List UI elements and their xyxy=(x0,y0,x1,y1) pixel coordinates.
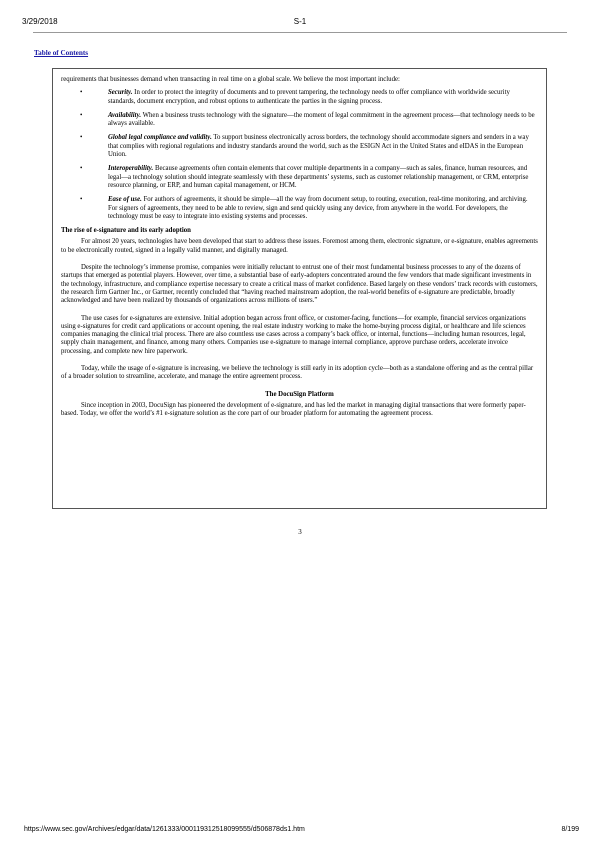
header-divider xyxy=(33,32,567,33)
bullet-icon: • xyxy=(80,165,83,173)
platform-heading: The DocuSign Platform xyxy=(265,390,334,398)
bullet-term: Security. xyxy=(108,89,133,97)
bullet-icon: • xyxy=(80,134,83,142)
list-item xyxy=(61,196,538,221)
platform-paragraph: Since inception in 2003, DocuSign has pioneered the development of e-signature, and has led the market in managing digital transactions that were formerly paper-based. Today, we offer the world’s #1 e-signature solution as the core part of our broader platform for automating the agreement process. xyxy=(61,401,526,418)
print-date: 3/29/2018 xyxy=(22,17,58,26)
paragraph: The use cases for e-signatures are extensive. Initial adoption began across front office, or customer-facing, functions—for example, financial services organizations using e-signatures for credit card applications or account opening, the real estate industry working to make the home-buying process digital, or healthcare and life sciences companies managing the clinical trial process. There are also countless use cases across a company’s back office, or internal, functions—including human resources, legal, supply chain management, and finance, among many others. Companies use e-signature to manage internal compliance, approve purchase orders, accelerate invoice processing, and complete new hire paperwork. xyxy=(61,314,526,355)
page-number: 3 xyxy=(298,528,302,536)
intro-text: requirements that businesses demand when transacting in real time on a global scale. We believe the most important include: xyxy=(61,76,400,83)
paragraph: For almost 20 years, technologies have been developed that start to address these issues. Foremost among them, electronic signature, or e-signature, enables agreements to be electronically routed, signed in a legally valid manner, and digitally managed. xyxy=(61,238,538,254)
bullet-icon: • xyxy=(80,196,83,204)
list-item xyxy=(61,165,538,190)
table-of-contents-link[interactable]: Table of Contents xyxy=(34,49,89,57)
bullet-term: Ease of use. xyxy=(108,196,142,204)
print-title: S-1 xyxy=(293,17,307,26)
content-box xyxy=(52,68,547,509)
bullet-term: Interoperability. xyxy=(108,165,154,173)
print-header xyxy=(0,0,600,30)
print-page-count: 8/199 xyxy=(561,826,579,833)
paragraph: Despite the technology’s immense promise, companies were initially reluctant to entrust one of their most fundamental business processes to any of the dozens of startups that emerged as potential players. However, over time, a substantial base of early-adopters concentrated around the few vendors that made significant investments in the technology, infrastructure, and compliance expertise necessary to create a critical mass of market confidence. Based largely on these vendors’ track records with customers, the research firm Gartner Inc., or Gartner, recently concluded that “having reached mainstream adoption, the real-world benefits of e-signature are predictable, broadly acknowledged and have been realized by thousands of organizations across millions of users.” xyxy=(61,264,538,305)
bullet-icon: • xyxy=(80,89,83,97)
bullet-text: When a business trusts technology with the signature—the moment of legal commitment in the agreement process—that technology needs to be always available. xyxy=(108,111,535,128)
bullet-text: Because agreements often contain elements that cover multiple departments in a company—such as sales, finance, human resources, and legal—a technology solution should integrate seamlessly with these departments’ systems, such as customer relationship management, or CRM, enterprise resource planning, or ERP, and human capital management, or HCM. xyxy=(108,165,529,189)
bullet-icon: • xyxy=(80,111,83,119)
paragraph: Today, while the usage of e-signature is increasing, we believe the technology is still early in its adoption cycle—both as a standalone offering and as the central pillar of a broader solution to streamline, accelerate, and manage the entire agreement process. xyxy=(61,365,534,381)
list-item xyxy=(61,134,538,159)
source-url: https://www.sec.gov/Archives/edgar/data/1261333/000119312518099555/d506878ds1.htm xyxy=(24,826,305,833)
bullet-text: For authors of agreements, it should be simple—all the way from document setup, to routing, execution, real-time monitoring, and archiving. For signers of agreements, they need to be able to review, sign and send quickly using any device, from anywhere in the world. For developers, the technology must be easy to integrate into existing systems and processes. xyxy=(108,196,528,220)
bullet-text: In order to protect the integrity of documents and to prevent tampering, the technology needs to offer compliance with worldwide security standards, document encryption, and robust options to authenticate the parties in the signing process. xyxy=(108,89,510,105)
section-heading: The rise of e-signature and its early adoption xyxy=(61,227,191,235)
requirements-list xyxy=(61,89,538,221)
list-item xyxy=(61,89,538,106)
bullet-term: Availability. xyxy=(108,111,142,119)
list-item xyxy=(61,112,538,129)
bullet-text: To support business electronically across borders, the technology should accommodate signers and senders in a way that complies with regional regulations and industry standards around the world, such as the ESIGN Act in the United States and eIDAS in the European Union. xyxy=(108,134,529,159)
bullet-term: Global legal compliance and validity. xyxy=(108,134,212,142)
